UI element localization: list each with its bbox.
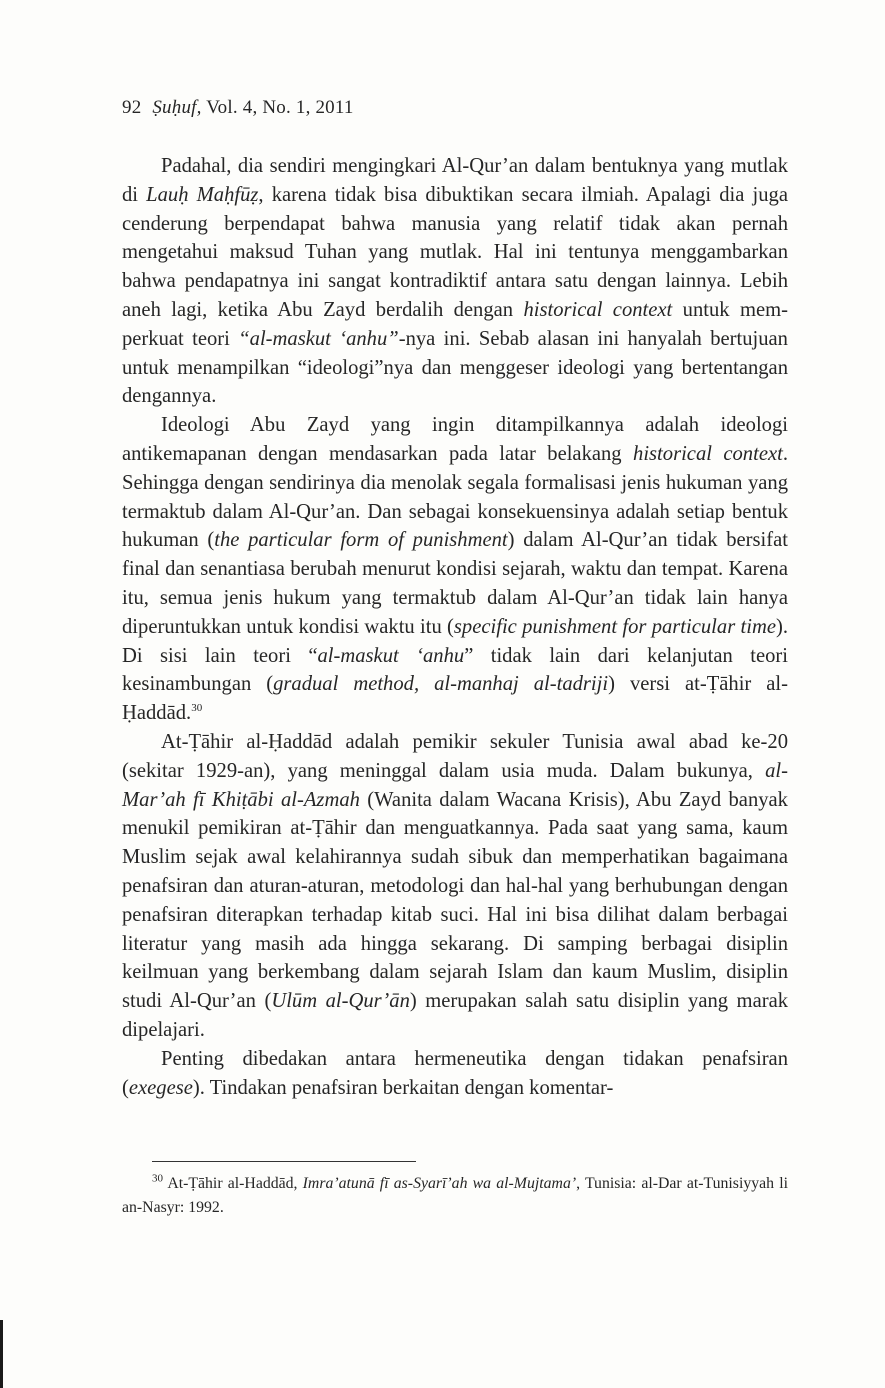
footnote-text: At-Ṭāhir al-Haddād, bbox=[167, 1175, 303, 1192]
footnote-divider bbox=[152, 1161, 416, 1162]
paragraph-1 bbox=[122, 152, 788, 411]
footnote-number: 30 bbox=[152, 1172, 163, 1185]
italic-term: Ulūm al-Qur’ān bbox=[271, 990, 410, 1013]
page-number: 92 bbox=[122, 97, 142, 118]
paragraph-text: ) dalam Al-Qur’an tidak bersifat final dan senantiasa berubah menurut kondisi sejarah, waktu dan tempat. Karena itu, semua jenis hukum yang termaktub dalam Al-Qur’an tidak lain hanya diperuntukkan untuk kondisi waktu itu ( bbox=[122, 529, 788, 638]
paragraph-text: ) merupakan salah satu disiplin yang marak dipelajari. bbox=[122, 990, 789, 1041]
footnote-reference[interactable]: 30 bbox=[191, 702, 203, 715]
paragraph-text: Ideologi Abu Zayd yang ingin ditampilkannya adalah ideologi antikemapanan dengan mendasarkan pada latar belakang bbox=[122, 414, 788, 465]
paragraph-text: untuk memperkuat teori bbox=[122, 298, 788, 350]
paragraph-text: ) versi at-Ṭāhir al-Ḥaddād. bbox=[122, 673, 789, 725]
italic-term: gradual method, al-manhaj al-tadriji bbox=[273, 673, 609, 696]
italic-term: “al-maskut ‘anhu” bbox=[238, 327, 399, 350]
paragraph-4 bbox=[122, 1045, 788, 1103]
paragraph-text: ” tidak lain dari kelanjutan teori kesinambungan ( bbox=[122, 644, 788, 696]
italic-term: specific punishment for particular time bbox=[453, 615, 776, 638]
paragraph-text: . Sehingga dengan sendirinya dia menolak segala formalisasi jenis hukuman yang termaktub dalam Al-Qur’an. Dan sebagai konsekuensinya adalah setiap bentuk hukuman ( bbox=[122, 442, 788, 552]
paragraph-text: At-Ṭāhir al-Ḥaddād adalah pemikir sekuler Tunisia awal abad ke-20 (sekitar 1929-an), yang meninggal dalam usia muda. Dalam bukunya, bbox=[122, 730, 788, 782]
italic-term: exegese bbox=[128, 1076, 193, 1099]
paragraph-text: (Wanita dalam Wacana Krisis), Abu Zayd banyak menukil pemikiran at-Ṭāhir dan menguatkannya. Pada saat yang sama, kaum Muslim sejak awal kelahirannya sudah sibuk dan memperhatikan bagaimana penafsiran dan aturan-aturan, metodologi dan hal-hal yang berhubungan dengan penafsiran diterapkan terhadap kitab suci. Hal ini bisa dilihat dalam berbagai literatur yang masih ada hingga sekarang. Di samping berbagai disiplin keilmuan yang berkembang dalam sejarah Islam dan kaum Muslim, disiplin studi Al-Qur’an ( bbox=[122, 788, 788, 1013]
italic-term: the particular form of punishment bbox=[214, 529, 508, 552]
italic-term: historical context bbox=[633, 442, 783, 465]
paragraph-text: , karena tidak bisa dibuktikan secara ilmiah. Apalagi dia juga cenderung berpendapat bahwa manusia yang relatif tidak akan pernah mengetahui maksud Tuhan yang mutlak. Hal ini tentunya menggambarkan bahwa pendapatnya ini sangat kontradiktif antara satu dengan lainnya. Lebih aneh lagi, ketika Abu Zayd berdalih dengan bbox=[122, 183, 788, 321]
journal-title: Ṣuḥuf, bbox=[152, 97, 202, 118]
scan-edge-mark bbox=[0, 1320, 3, 1388]
footnote bbox=[122, 1172, 788, 1220]
paragraph-text: Padahal, dia sendiri mengingkari Al-Qur’an dalam bentuknya yang mutlak di bbox=[122, 155, 788, 206]
paragraph-text: Penting dibedakan antara hermeneutika dengan tidakan penafsiran ( bbox=[122, 1047, 788, 1099]
paragraph-text: -nya ini. Sebab alasan ini hanyalah bertujuan untuk menampilkan “ideologi”nya dan menggeser ideologi yang bertentangan dengannya. bbox=[122, 327, 788, 408]
italic-term: historical context bbox=[523, 298, 673, 321]
italic-term: al-maskut ‘anhu bbox=[317, 644, 465, 667]
paragraph-text: ). Tindakan penafsiran berkaitan dengan komentar- bbox=[192, 1076, 614, 1099]
footnote-italic-title: Imra’atunā fī as-Syarī’ah wa al-Mujtama’ bbox=[302, 1175, 577, 1192]
italic-term: Lauḥ Maḥfūẓ bbox=[146, 183, 259, 206]
paragraph-3 bbox=[122, 728, 788, 1045]
italic-term: al-Mar’ah fī Khiṭābi al-Azmah bbox=[122, 759, 788, 811]
footnote-text: , Tunisia: al-Dar at-Tunisiyyah li an-Nasyr: 1992. bbox=[122, 1175, 788, 1216]
volume-issue: Vol. 4, No. 1, 2011 bbox=[206, 97, 354, 118]
paragraph-text: ). Di sisi lain teori “ bbox=[122, 615, 788, 667]
paragraph-2 bbox=[122, 411, 788, 728]
body-text bbox=[122, 152, 788, 1102]
running-header bbox=[122, 97, 354, 119]
